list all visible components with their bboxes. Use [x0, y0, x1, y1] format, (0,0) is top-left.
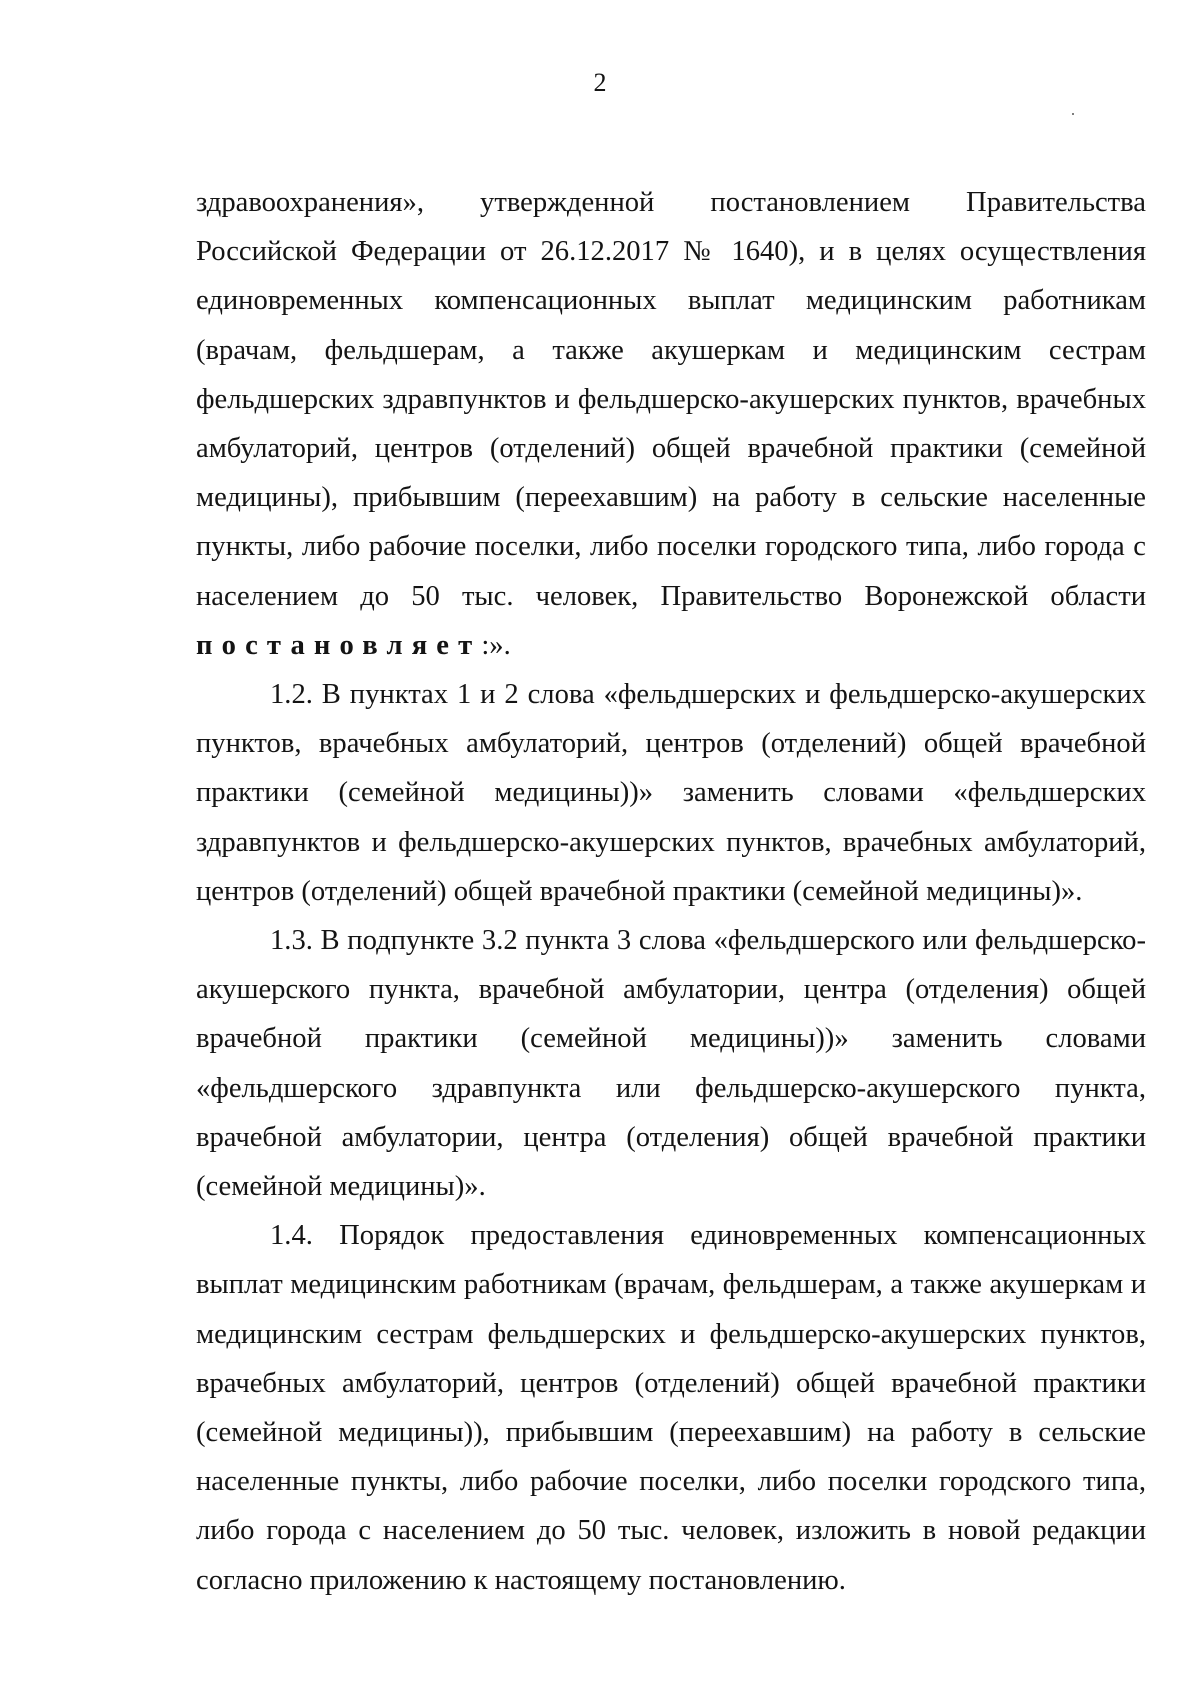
scan-speck	[1072, 113, 1074, 115]
page-number: 2	[593, 68, 607, 97]
paragraph-ending: :».	[481, 629, 511, 661]
paragraph-1-2: 1.2. В пунктах 1 и 2 слова «фельдшерских и фельдшерско-акушерских пунктов, врачебных амбулаторий, центров (отделений) общей врачебной практики (семейной медицины))» заменить словами «фельдшерских здравпунктов и фельдшерско-акушерских пунктов, врачебных амбулаторий, центров (отделений) общей врачебной практики (семейной медицины)».	[196, 679, 1146, 907]
paragraph-continuation	[196, 178, 1146, 670]
document-body	[196, 178, 1146, 1605]
paragraph-text: здравоохранения», утвержденной постановлением Правительства Российской Федерации от 26.12.2017 № 1640), и в целях осуществления единовременных компенсационных выплат медицинским работникам (врачам, фельдшерам, а также акушеркам и медицинским сестрам фельдшерских здравпунктов и фельдшерско-акушерских пунктов, врачебных амбулаторий, центров (отделений) общей врачебной практики (семейной медицины), прибывшим (переехавшим) на работу в сельские населенные пункты, либо рабочие поселки, либо поселки городского типа, либо города с населением до 50 тыс. человек, Правительство Воронежской области	[196, 187, 1146, 612]
paragraph-1-3: 1.3. В подпункте 3.2 пункта 3 слова «фельдшерского или фельдшерско-акушерского пункта, врачебной амбулатории, центра (отделения) общей врачебной практики (семейной медицины))» заменить словами «фельдшерского здравпункта или фельдшерско-акушерского пункта, врачебной амбулатории, центра (отделения) общей врачебной практики (семейной медицины)».	[196, 925, 1146, 1203]
resolves-keyword: постановляет	[196, 629, 482, 661]
paragraph-1-4: 1.4. Порядок предоставления единовременных компенсационных выплат медицинским работникам (врачам, фельдшерам, а также акушеркам и медицинским сестрам фельдшерских и фельдшерско-акушерских пунктов, врачебных амбулаторий, центров (отделений) общей врачебной практики (семейной медицины)), прибывшим (переехавшим) на работу в сельские населенные пункты, либо рабочие поселки, либо поселки городского типа, либо города с населением до 50 тыс. человек, изложить в новой редакции согласно приложению к настоящему постановлению.	[196, 1220, 1146, 1596]
